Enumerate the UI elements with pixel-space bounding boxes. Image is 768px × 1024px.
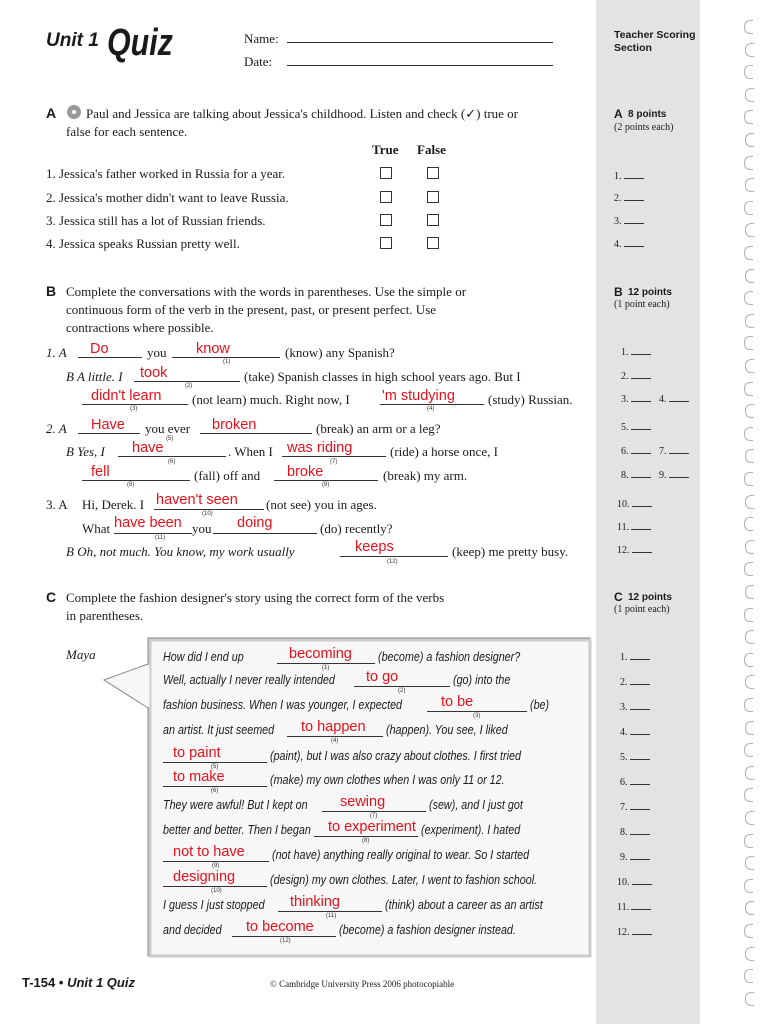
score-a1[interactable]: 1.: [614, 171, 644, 183]
section-a-instruction-2: false for each sentence.: [66, 124, 188, 139]
footer-copyright: © Cambridge University Press 2006 photocopiable: [270, 979, 455, 989]
b3-b-end: (do) recently?: [320, 521, 393, 536]
b1-b-start: B A little. I: [66, 369, 123, 384]
binding-ring: [744, 156, 753, 170]
story-line-1-post: (become) a fashion designer?: [378, 650, 521, 664]
c-blank-9[interactable]: [163, 861, 269, 862]
binding-ring: [744, 201, 753, 215]
binding-ring: [745, 992, 754, 1006]
score-b5[interactable]: 5.: [621, 422, 651, 434]
a-item-4: 4. Jessica speaks Russian pretty well.: [46, 236, 240, 251]
binding-ring: [744, 246, 753, 260]
story-line-4-post: (happen). You see, I liked: [386, 723, 508, 737]
binding-ring: [744, 969, 753, 983]
c-num-9: (9): [212, 863, 220, 869]
b-answer-8: have: [132, 440, 164, 456]
c-blank-11[interactable]: [278, 911, 382, 912]
scoring-title-2: Section: [614, 42, 652, 54]
b-blank-13[interactable]: [114, 533, 192, 534]
section-c-instruction-1: Complete the fashion designer's story using the correct form of the verbs: [66, 590, 445, 605]
b3-speaker: 3. A: [46, 497, 68, 512]
c-answer-5: to paint: [173, 745, 221, 761]
score-c6[interactable]: 6.: [620, 777, 650, 789]
b-num-7: (7): [330, 459, 338, 465]
story-line-5-post: (paint), but I was also crazy about clothes. I first tried: [270, 749, 521, 763]
c-answer-11: thinking: [290, 894, 340, 910]
c-num-12: (12): [280, 938, 291, 944]
b-blank-5[interactable]: [380, 404, 484, 405]
score-c7[interactable]: 7.: [620, 802, 650, 814]
story-line-12-post: (become) a fashion designer instead.: [339, 923, 516, 937]
b-answer-10: fell: [91, 464, 110, 480]
c-blank-7[interactable]: [322, 811, 426, 812]
binding-ring: [745, 901, 754, 915]
b-num-5: (5): [166, 436, 174, 442]
b-answer-6: Have: [91, 417, 125, 433]
score-c-each: (1 point each): [614, 604, 670, 615]
story-line-12-pre: and decided: [163, 923, 222, 937]
b-blank-6[interactable]: [78, 433, 140, 434]
binding-ring: [744, 382, 753, 396]
section-b-instruction-1: Complete the conversations with the words in parentheses. Use the simple or: [66, 284, 467, 299]
binding-ring: [745, 585, 754, 599]
b-answer-3: took: [140, 365, 168, 381]
b3-b-what: What: [82, 521, 111, 536]
b1-speaker: 1. A: [46, 345, 67, 360]
b2-c-end: (break) my arm.: [383, 468, 468, 483]
score-b9[interactable]: 9.: [659, 470, 689, 482]
c-blank-2[interactable]: [354, 686, 450, 687]
story-line-10-post: (design) my own clothes. Later, I went to fashion school.: [270, 873, 538, 887]
b-answer-15: keeps: [355, 539, 394, 555]
c-num-6: (6): [211, 788, 219, 794]
binding-ring: [745, 133, 754, 147]
score-b10[interactable]: 10.: [617, 499, 652, 511]
binding-ring: [744, 608, 753, 622]
b-blank-4[interactable]: [82, 404, 188, 405]
binding-ring: [745, 495, 754, 509]
b-answer-9: was riding: [287, 440, 353, 456]
b-num-2: (2): [185, 383, 193, 389]
a1-false-checkbox[interactable]: [427, 167, 439, 179]
binding-ring: [745, 721, 754, 735]
b-blank-14[interactable]: [213, 533, 317, 534]
a2-true-checkbox[interactable]: [380, 191, 392, 203]
binding-ring: [745, 449, 754, 463]
b-num-10: (10): [202, 511, 213, 517]
binding-ring: [744, 20, 753, 34]
teacher-scoring-panel: [596, 0, 700, 1024]
binding-ring: [745, 314, 754, 328]
c-num-4: (4): [331, 738, 339, 744]
a-item-3: 3. Jessica still has a lot of Russian friends.: [46, 213, 266, 228]
binding-ring: [745, 88, 754, 102]
score-b12[interactable]: 12.: [617, 545, 652, 557]
score-b1[interactable]: 1.: [621, 347, 651, 359]
b2-c-mid: (fall) off and: [194, 468, 261, 483]
c-num-11: (11): [326, 913, 337, 919]
section-c-letter: C: [46, 589, 57, 605]
b-blank-7[interactable]: [200, 433, 312, 434]
c-answer-3: to be: [441, 694, 474, 710]
score-a-letter: A: [614, 107, 623, 121]
c-num-7: (7): [370, 813, 378, 819]
score-b-each: (1 point each): [614, 299, 670, 310]
binding-ring: [744, 336, 753, 350]
story-line-9-post: (not have) anything really original to wear. So I started: [272, 848, 530, 862]
b-num-3: (3): [130, 406, 138, 412]
score-c-letter: C: [614, 590, 623, 604]
date-field[interactable]: [287, 65, 553, 66]
c-num-8: (8): [362, 838, 370, 844]
b-num-1: (1): [223, 359, 231, 365]
b-answer-2: know: [196, 341, 230, 357]
b2-a-end: (break) an arm or a leg?: [316, 421, 441, 436]
score-b6[interactable]: 6.: [621, 446, 651, 458]
c-num-10: (10): [211, 888, 222, 894]
score-b-letter: B: [614, 285, 623, 299]
audio-cd-icon: [64, 104, 84, 120]
c-answer-4: to happen: [301, 719, 366, 735]
score-c10[interactable]: 10.: [617, 877, 652, 889]
binding-ring: [744, 788, 753, 802]
c-num-3: (3): [473, 713, 481, 719]
score-b7[interactable]: 7.: [659, 446, 689, 458]
score-b-points: 12 points: [628, 287, 672, 298]
c-num-2: (2): [398, 688, 406, 694]
a3-true-checkbox[interactable]: [380, 214, 392, 226]
score-b8[interactable]: 8.: [621, 470, 651, 482]
story-line-3-pre: fashion business. When I was younger, I expected: [163, 698, 403, 712]
c-answer-2: to go: [366, 669, 399, 685]
score-a-each: (2 points each): [614, 122, 674, 133]
binding-ring: [744, 110, 753, 124]
score-b11[interactable]: 11.: [617, 522, 651, 534]
b-answer-4: didn't learn: [91, 388, 162, 404]
b3-c-end: (keep) me pretty busy.: [452, 544, 569, 559]
c-blank-12[interactable]: [232, 936, 336, 937]
score-c9[interactable]: 9.: [620, 852, 650, 864]
b-blank-8[interactable]: [118, 456, 226, 457]
story-line-11-pre: I guess I just stopped: [163, 898, 265, 912]
binding-ring: [745, 178, 754, 192]
binding-ring: [745, 404, 754, 418]
c-blank-10[interactable]: [163, 886, 267, 887]
score-c3[interactable]: 3.: [620, 702, 650, 714]
score-b3[interactable]: 3.: [621, 394, 651, 406]
story-line-8-pre: better and better. Then I began: [163, 823, 311, 837]
a2-false-checkbox[interactable]: [427, 191, 439, 203]
b-num-9: (9): [322, 482, 330, 488]
binding-ring: [744, 517, 753, 531]
binding-ring: [744, 653, 753, 667]
story-line-2-post: (go) into the: [453, 673, 511, 687]
story-line-8-post: (experiment). I hated: [421, 823, 521, 837]
c-answer-6: to make: [173, 769, 225, 785]
score-c5[interactable]: 5.: [620, 752, 650, 764]
b-blank-9[interactable]: [282, 456, 386, 457]
name-label: Name:: [244, 31, 279, 46]
scoring-title: Teacher Scoring: [614, 29, 696, 41]
b3-a-end: (not see) you in ages.: [266, 497, 377, 512]
b-answer-1: Do: [90, 341, 109, 357]
story-line-7-post: (sew), and I just got: [429, 798, 523, 812]
b-blank-12[interactable]: [154, 509, 264, 510]
c-answer-9: not to have: [173, 844, 245, 860]
b-num-8: (8): [127, 482, 135, 488]
a4-false-checkbox[interactable]: [427, 237, 439, 249]
b-answer-12: haven't seen: [156, 492, 238, 508]
b-blank-15[interactable]: [340, 556, 448, 557]
score-c12[interactable]: 12.: [617, 927, 652, 939]
quiz-title: Quiz: [107, 22, 173, 64]
binding-ring: [744, 743, 753, 757]
binding-ring: [745, 856, 754, 870]
section-a-letter: A: [46, 105, 57, 121]
binding-ring: [745, 630, 754, 644]
score-c2[interactable]: 2.: [620, 677, 650, 689]
footer-page: T-154 • Unit 1 Quiz: [22, 975, 135, 990]
story-line-6-post: (make) my own clothes when I was only 11 or 12.: [270, 773, 505, 787]
score-c11[interactable]: 11.: [617, 902, 651, 914]
b-blank-2[interactable]: [172, 357, 280, 358]
binding-ring: [744, 879, 753, 893]
b2-b-mid: . When I: [228, 444, 273, 459]
c-blank-3[interactable]: [427, 711, 527, 712]
story-line-4-pre: an artist. It just seemed: [163, 723, 275, 737]
score-c8[interactable]: 8.: [620, 827, 650, 839]
a3-false-checkbox[interactable]: [427, 214, 439, 226]
c-answer-8: to experiment: [328, 819, 416, 835]
binding-ring: [745, 269, 754, 283]
score-c-points: 12 points: [628, 592, 672, 603]
b-answer-14: doing: [237, 515, 273, 531]
binding-ring: [744, 834, 753, 848]
binding-ring: [745, 359, 754, 373]
story-line-7-pre: They were awful! But I kept on: [163, 798, 308, 812]
section-c-instruction-2: in parentheses.: [66, 608, 144, 623]
b-answer-7: broken: [212, 417, 257, 433]
score-a3[interactable]: 3.: [614, 216, 644, 228]
b2-b-start: B Yes, I: [66, 444, 105, 459]
section-b-instruction-2: continuous form of the verb in the present, past, or present perfect. Use: [66, 302, 437, 317]
b3-b-you: you: [192, 521, 212, 536]
score-a4[interactable]: 4.: [614, 239, 644, 251]
b1-c-mid: (not learn) much. Right now, I: [192, 392, 350, 407]
b-answer-13: have been: [114, 515, 182, 531]
b-num-6: (6): [168, 459, 176, 465]
a-item-2: 2. Jessica's mother didn't want to leave Russia.: [46, 190, 289, 205]
binding-ring: [745, 766, 754, 780]
b1-c-end: (study) Russian.: [488, 392, 573, 407]
name-field[interactable]: [287, 42, 553, 43]
score-c1[interactable]: 1.: [620, 652, 650, 664]
score-a-points: 8 points: [628, 109, 667, 120]
section-b-letter: B: [46, 283, 57, 299]
story-line-2-pre: Well, actually I never really intended: [163, 673, 335, 687]
b1-a-end: (know) any Spanish?: [285, 345, 395, 360]
a4-true-checkbox[interactable]: [380, 237, 392, 249]
b3-a-start: Hi, Derek. I: [82, 497, 145, 512]
score-a2[interactable]: 2.: [614, 193, 644, 205]
story-line-1-pre: How did I end up: [163, 650, 244, 664]
c-answer-7: sewing: [340, 794, 386, 810]
binding-ring: [745, 223, 754, 237]
col-false: False: [417, 142, 446, 157]
col-true: True: [372, 142, 399, 157]
binding-ring: [744, 924, 753, 938]
unit-label: Unit 1: [46, 30, 99, 51]
a1-true-checkbox[interactable]: [380, 167, 392, 179]
a-item-1: 1. Jessica's father worked in Russia for a year.: [46, 166, 286, 181]
binding-ring: [744, 427, 753, 441]
score-b4[interactable]: 4.: [659, 394, 689, 406]
binding-ring: [744, 472, 753, 486]
c-answer-1: becoming: [289, 646, 352, 662]
c-answer-12: to become: [246, 919, 314, 935]
b2-a-mid: you ever: [145, 421, 191, 436]
b1-you: you: [147, 345, 167, 360]
b-blank-11[interactable]: [274, 480, 378, 481]
binding-ring: [745, 811, 754, 825]
c-blank-4[interactable]: [287, 736, 383, 737]
section-a-instruction-1: Paul and Jessica are talking about Jessica's childhood. Listen and check (✓) true or: [86, 106, 518, 121]
binding-ring: [744, 698, 753, 712]
binding-ring: [745, 43, 754, 57]
score-b2[interactable]: 2.: [621, 371, 651, 383]
story-line-11-post: (think) about a career as an artist: [385, 898, 543, 912]
binding-ring: [745, 675, 754, 689]
b-num-4: (4): [427, 406, 435, 412]
c-num-5: (5): [211, 764, 219, 770]
binding-ring: [744, 562, 753, 576]
b2-speaker: 2. A: [46, 421, 67, 436]
binding-ring: [744, 291, 753, 305]
binding-ring: [744, 65, 753, 79]
story-line-3-post: (be): [530, 698, 550, 712]
b-num-11: (11): [155, 535, 166, 541]
b2-b-end: (ride) a horse once, I: [390, 444, 498, 459]
c-blank-8[interactable]: [314, 836, 418, 837]
b1-b-mid: (take) Spanish classes in high school years ago. But I: [244, 369, 521, 384]
b-answer-11: broke: [287, 464, 324, 480]
b-num-12: (12): [387, 559, 398, 565]
b-answer-5: 'm studying: [382, 388, 455, 404]
speaker-maya: Maya: [66, 647, 96, 662]
c-blank-5[interactable]: [163, 762, 267, 763]
b3-c-start: B Oh, not much. You know, my work usually: [66, 544, 295, 559]
c-answer-10: designing: [173, 869, 236, 885]
c-blank-1[interactable]: [277, 663, 375, 664]
b-blank-10[interactable]: [82, 480, 190, 481]
b-blank-1[interactable]: [78, 357, 142, 358]
c-num-1: (1): [322, 665, 330, 671]
section-b-instruction-3: contractions where possible.: [66, 320, 214, 335]
binding-ring: [745, 947, 754, 961]
c-blank-6[interactable]: [163, 786, 267, 787]
b-blank-3[interactable]: [134, 381, 240, 382]
date-label: Date:: [244, 54, 273, 69]
score-c4[interactable]: 4.: [620, 727, 650, 739]
binding-ring: [745, 540, 754, 554]
